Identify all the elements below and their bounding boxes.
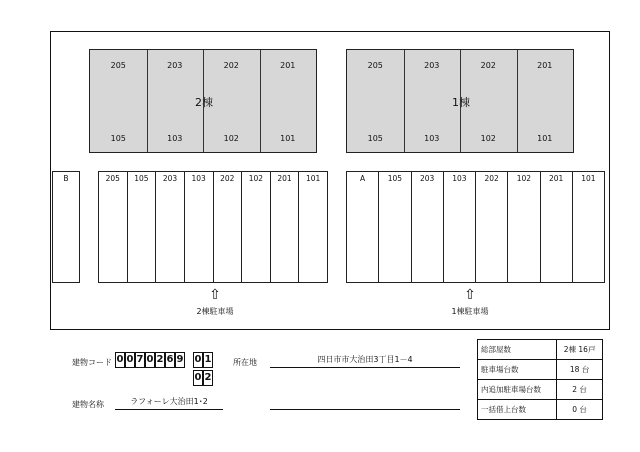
sub-code-digit: 2 xyxy=(203,370,213,386)
summary-row xyxy=(478,400,603,420)
unit-column xyxy=(90,50,148,152)
building-code-field xyxy=(115,352,185,368)
unit-number: 101 xyxy=(280,134,296,143)
slot-label: 103 xyxy=(191,174,206,183)
parking-lot-caption: 2棟駐車場 xyxy=(196,307,234,316)
summary-row xyxy=(478,340,603,360)
summary-label: 内追加駐車場台数 xyxy=(478,380,557,400)
unit-column xyxy=(404,50,462,152)
parking-lot-marker xyxy=(346,171,379,283)
slot-label: 201 xyxy=(277,174,292,183)
building-name-field xyxy=(115,396,223,410)
unit-number: 203 xyxy=(424,61,440,70)
location-value: 四日市市大治田3丁目1－4 xyxy=(317,355,413,364)
parking-lot-b-marker xyxy=(52,171,80,283)
building-2 xyxy=(89,49,317,153)
unit-number: 205 xyxy=(110,61,126,70)
parking-slot xyxy=(378,171,411,283)
summary-value: 18 台 xyxy=(557,360,603,380)
parking-lot-caption: 1棟駐車場 xyxy=(451,307,489,316)
parking-lot-1 xyxy=(346,171,604,283)
building-code-digit: 0 xyxy=(125,352,135,368)
arrow-up-icon: ⇧ xyxy=(209,287,221,303)
summary-value: 2 台 xyxy=(557,380,603,400)
building-code-digit: 7 xyxy=(135,352,145,368)
location-label: 所在地 xyxy=(233,358,257,367)
location-field xyxy=(270,354,460,368)
parking-slot xyxy=(184,171,214,283)
sub-code-digit: 1 xyxy=(203,352,213,368)
building-name-value: ラフォーレ大治田1･2 xyxy=(130,397,208,406)
slot-label: 105 xyxy=(387,174,403,183)
unit-number: 201 xyxy=(537,61,553,70)
building-code-digit: 9 xyxy=(175,352,185,368)
summary-row xyxy=(478,360,603,380)
summary-table xyxy=(477,339,603,420)
parking-slot xyxy=(127,171,157,283)
summary-value: 0 台 xyxy=(557,400,603,420)
parking-slot xyxy=(443,171,476,283)
parking-slot xyxy=(540,171,573,283)
building-code-digit: 6 xyxy=(165,352,175,368)
slot-label: 203 xyxy=(162,174,178,183)
summary-label: 一括借上台数 xyxy=(478,400,557,420)
slot-label: 205 xyxy=(105,174,120,183)
building-name-label: 建物名称 xyxy=(72,400,104,409)
parking-slot xyxy=(98,171,128,283)
sub-code-digit: 0 xyxy=(193,370,203,386)
unit-column xyxy=(517,50,574,152)
slot-label: 101 xyxy=(306,174,321,183)
unit-column xyxy=(203,50,261,152)
sub-code-digit: 0 xyxy=(193,352,203,368)
parking-slot xyxy=(298,171,328,283)
unit-number: 203 xyxy=(167,61,183,70)
parking-lot-2 xyxy=(98,171,327,283)
parking-slot xyxy=(411,171,444,283)
unit-column xyxy=(347,50,405,152)
parking-slot xyxy=(241,171,271,283)
slot-label: 105 xyxy=(134,174,149,183)
slot-label: 101 xyxy=(581,174,596,183)
unit-number: 102 xyxy=(480,134,496,143)
parking-slot xyxy=(475,171,508,283)
summary-row xyxy=(478,380,603,400)
unit-column xyxy=(260,50,317,152)
building-name: 2棟 xyxy=(195,96,213,109)
unit-column xyxy=(460,50,518,152)
parking-slot xyxy=(270,171,300,283)
summary-label: 駐車場台数 xyxy=(478,360,557,380)
summary-value: 2棟 16戸 xyxy=(557,340,603,360)
slot-label: 203 xyxy=(419,174,435,183)
building-code-label: 建物コード xyxy=(72,358,112,367)
unit-column xyxy=(147,50,205,152)
unit-number: 105 xyxy=(110,134,126,143)
unit-number: 205 xyxy=(367,61,383,70)
parking-slot xyxy=(155,171,185,283)
unit-number: 201 xyxy=(280,61,296,70)
building-code-digit: 0 xyxy=(145,352,155,368)
building-code-digit: 2 xyxy=(155,352,165,368)
arrow-up-icon: ⇧ xyxy=(464,287,476,303)
blank-field xyxy=(270,396,460,410)
building-name: 1棟 xyxy=(452,96,470,109)
unit-number: 202 xyxy=(223,61,239,70)
unit-number: 103 xyxy=(167,134,183,143)
summary-label: 総部屋数 xyxy=(478,340,557,360)
unit-number: 101 xyxy=(537,134,553,143)
parking-lot-label: A xyxy=(360,174,366,183)
parking-slot xyxy=(213,171,243,283)
slot-label: 102 xyxy=(516,174,532,183)
slot-label: 103 xyxy=(452,174,467,183)
unit-number: 105 xyxy=(367,134,383,143)
building-code-digit: 0 xyxy=(115,352,125,368)
slot-label: 102 xyxy=(248,174,264,183)
slot-label: 201 xyxy=(548,174,564,183)
unit-number: 202 xyxy=(480,61,496,70)
slot-label: 202 xyxy=(484,174,499,183)
parking-slot xyxy=(507,171,540,283)
parking-slot xyxy=(572,171,605,283)
unit-number: 102 xyxy=(223,134,239,143)
building-1 xyxy=(346,49,574,153)
slot-label: 202 xyxy=(220,174,235,183)
unit-number: 103 xyxy=(424,134,440,143)
parking-lot-label: B xyxy=(63,174,69,183)
